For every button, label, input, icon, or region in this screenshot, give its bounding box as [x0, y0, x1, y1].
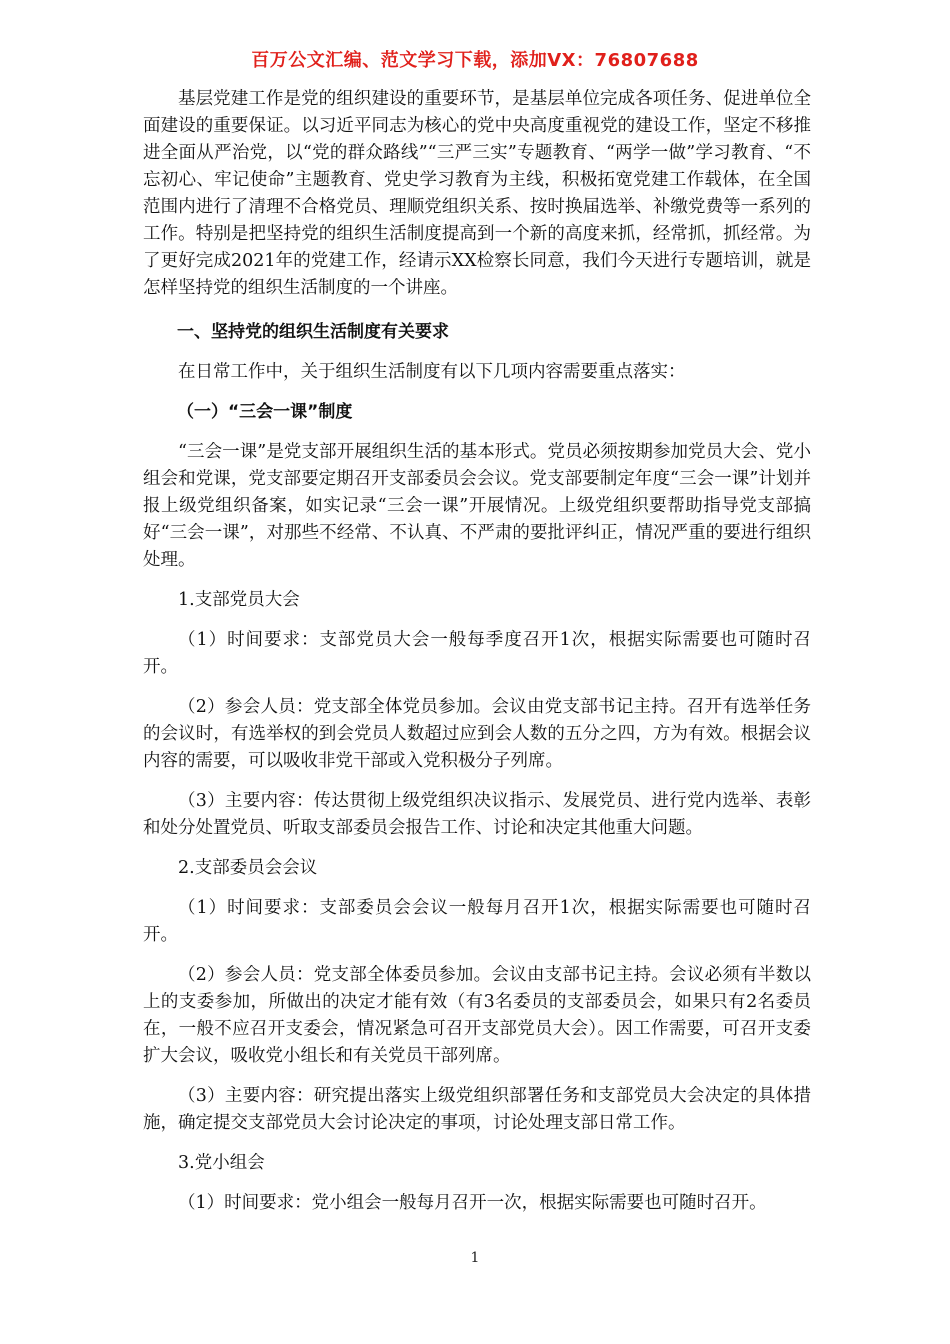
item-heading: 2.支部委员会会议: [178, 858, 318, 878]
body-paragraph: 在日常工作中，关于组织生活制度有以下几项内容需要重点落实：: [178, 362, 686, 382]
body-paragraph: “三会一课”是党支部开展组织生活的基本形式。党员必须按期参加党员大会、党小组会和党课，党支部要定期召开支部委员会会议。党支部要制定年度“三会一课”计划并报上级党组织备案，如实记录“三会一课”开展情况。上级党组织要帮助指导党支部搞好“三会一课”，对那些不经常、不认真、不严肃的要批评纠正，情况严重的要进行组织处理。: [143, 442, 811, 570]
page-number: 1: [470, 1250, 480, 1266]
body-paragraph: （2）参会人员：党支部全体党员参加。会议由党支部书记主持。召开有选举任务的会议时，有选举权的到会党员人数超过应到会人数的五分之四，方为有效。根据会议内容的需要，可以吸收非党干部或入党积极分子列席。: [143, 697, 811, 771]
body-paragraph: （3）主要内容：传达贯彻上级党组织决议指示、发展党员、进行党内选举、表彰和处分处置党员、听取支部委员会报告工作、讨论和决定其他重大问题。: [143, 791, 811, 838]
body-paragraph: （1）时间要求：支部委员会会议一般每月召开1次，根据实际需要也可随时召开。: [143, 898, 811, 945]
body-paragraph: （3）主要内容：研究提出落实上级党组织部署任务和支部党员大会决定的具体措施，确定提交支部党员大会讨论决定的事项，讨论处理支部日常工作。: [143, 1086, 811, 1133]
watermark-banner: 百万公文汇编、范文学习下载，添加VX：76807688: [251, 50, 699, 71]
body-paragraph: （1）时间要求：支部党员大会一般每季度召开1次，根据实际需要也可随时召开。: [143, 630, 811, 677]
body-paragraph: （2）参会人员：党支部全体委员参加。会议由支部书记主持。会议必须有半数以上的支委参加，所做出的决定才能有效（有3名委员的支部委员会，如果只有2名委员在，一般不应召开支委会，情况紧急可召开支部党员大会）。因工作需要，可召开支委扩大会议，吸收党小组长和有关党员干部列席。: [143, 965, 811, 1066]
item-heading: 3.党小组会: [178, 1153, 265, 1173]
document-body: [143, 86, 811, 1230]
item-heading: 1.支部党员大会: [178, 590, 300, 610]
section-heading: 一、坚持党的组织生活制度有关要求: [177, 322, 449, 342]
subsection-heading: （一）“三会一课”制度: [177, 402, 353, 422]
body-paragraph: （1）时间要求：党小组会一般每月召开一次，根据实际需要也可随时召开。: [178, 1193, 767, 1213]
intro-paragraph: 基层党建工作是党的组织建设的重要环节，是基层单位完成各项任务、促进单位全面建设的重要保证。以习近平同志为核心的党中央高度重视党的建设工作，坚定不移推进全面从严治党，以“党的群众路线”“三严三实”专题教育、“两学一做”学习教育、“不忘初心、牢记使命”主题教育、党史学习教育为主线，积极拓宽党建工作载体，在全国范围内进行了清理不合格党员、理顺党组织关系、按时换届选举、补缴党费等一系列的工作。特别是把坚持党的组织生活制度提高到一个新的高度来抓，经常抓，抓经常。为了更好完成2021年的党建工作，经请示XX检察长同意，我们今天进行专题培训，就是怎样坚持党的组织生活制度的一个讲座。: [143, 89, 811, 298]
